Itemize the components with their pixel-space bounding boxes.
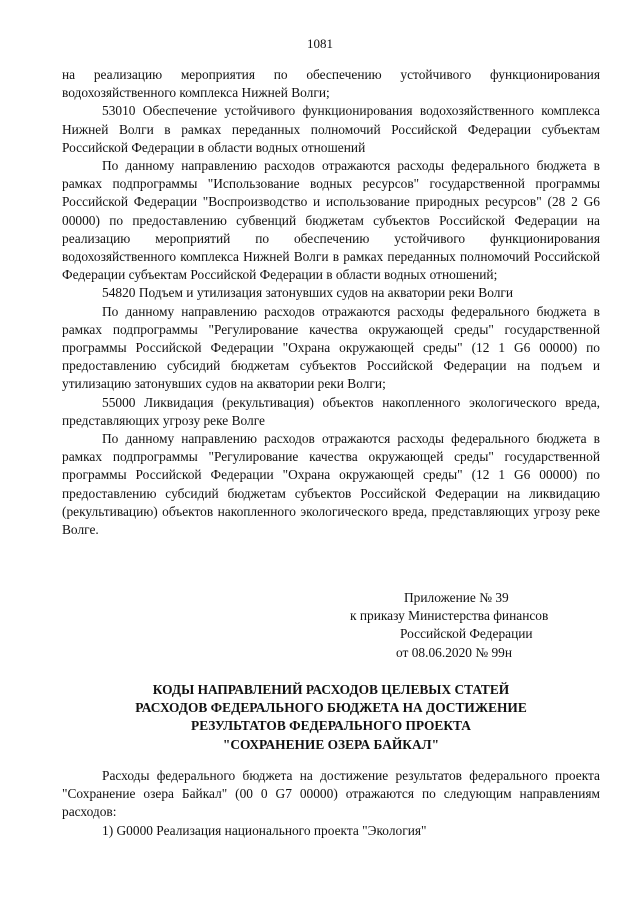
appendix-date: от 08.06.2020 № 99н: [396, 644, 513, 660]
appendix-order-ref: к приказу Министерства финансов: [350, 608, 549, 624]
heading-line-2: РАСХОДОВ ФЕДЕРАЛЬНОГО БЮДЖЕТА НА ДОСТИЖЕНИЕ: [135, 700, 527, 716]
heading-line-4: "СОХРАНЕНИЕ ОЗЕРА БАЙКАЛ": [222, 736, 440, 752]
section-intro: Расходы федерального бюджета на достижение результатов федерального проекта "Сохранение озера Байкал" (00 0 G7 00000) отражаются по следующим направлениям расходов:: [62, 768, 600, 820]
paragraph-continuation: на реализацию мероприятия по обеспечению устойчивого функционирования водохозяйственного комплекса Нижней Волги;: [62, 67, 600, 101]
section-heading: [62, 681, 600, 754]
paragraph-code-54820: 54820 Подъем и утилизация затонувших судов на акватории реки Волги: [102, 285, 514, 301]
appendix-number: Приложение № 39: [404, 590, 509, 605]
paragraph-description-55000: По данному направлению расходов отражаются расходы федерального бюджета в рамках подпрограммы "Регулирование качества окружающей среды" государственной программы Российской Федерации "Охрана окружающей среды" (12 1 G6 00000) по предоставлению субсидий бюджетам субъектов Российской Федерации на ликвидацию (рекультивацию) объектов накопленного экологического вреда, представляющих угрозу реке Волге.: [62, 431, 600, 538]
list-item-1: 1) G0000 Реализация национального проекта "Экология": [102, 822, 427, 838]
heading-line-3: РЕЗУЛЬТАТОВ ФЕДЕРАЛЬНОГО ПРОЕКТА: [191, 718, 471, 734]
heading-line-1: КОДЫ НАПРАВЛЕНИЙ РАСХОДОВ ЦЕЛЕВЫХ СТАТЕЙ: [152, 682, 510, 697]
body-text: [62, 66, 600, 539]
page-number: 1081: [307, 36, 333, 51]
paragraph-description-53010: По данному направлению расходов отражаются расходы федерального бюджета в рамках подпрограммы "Использование водных ресурсов" государственной программы Российской Федерации "Воспроизводство и использование природных ресурсов" (28 2 G6 00000) по предоставлению субвенций бюджетам субъектов Российской Федерации на реализацию мероприятий по обеспечению устойчивого функционирования водохозяйственного комплекса Нижней Волги в рамках переданных полномочий Российской Федерации субъектам Российской Федерации в области водных отношений;: [62, 158, 600, 283]
appendix-country: Российской Федерации: [400, 626, 533, 642]
section-body: [62, 767, 600, 840]
paragraph-code-55000: 55000 Ликвидация (рекультивация) объектов накопленного экологического вреда, представляющих угрозу реке Волге: [62, 394, 600, 428]
paragraph-code-53010: 53010 Обеспечение устойчивого функционирования водохозяйственного комплекса Нижней Волги в рамках переданных полномочий Российской Федерации субъектам Российской Федерации в области водных отношений: [62, 103, 600, 155]
appendix-block: [350, 589, 620, 662]
paragraph-description-54820: По данному направлению расходов отражаются расходы федерального бюджета в рамках подпрограммы "Регулирование качества окружающей среды" государственной программы Российской Федерации "Охрана окружающей среды" (12 1 G6 00000) по предоставлению субсидий бюджетам субъектов Российской Федерации на подъем и утилизацию затонувших судов на акватории реки Волги;: [62, 303, 600, 392]
